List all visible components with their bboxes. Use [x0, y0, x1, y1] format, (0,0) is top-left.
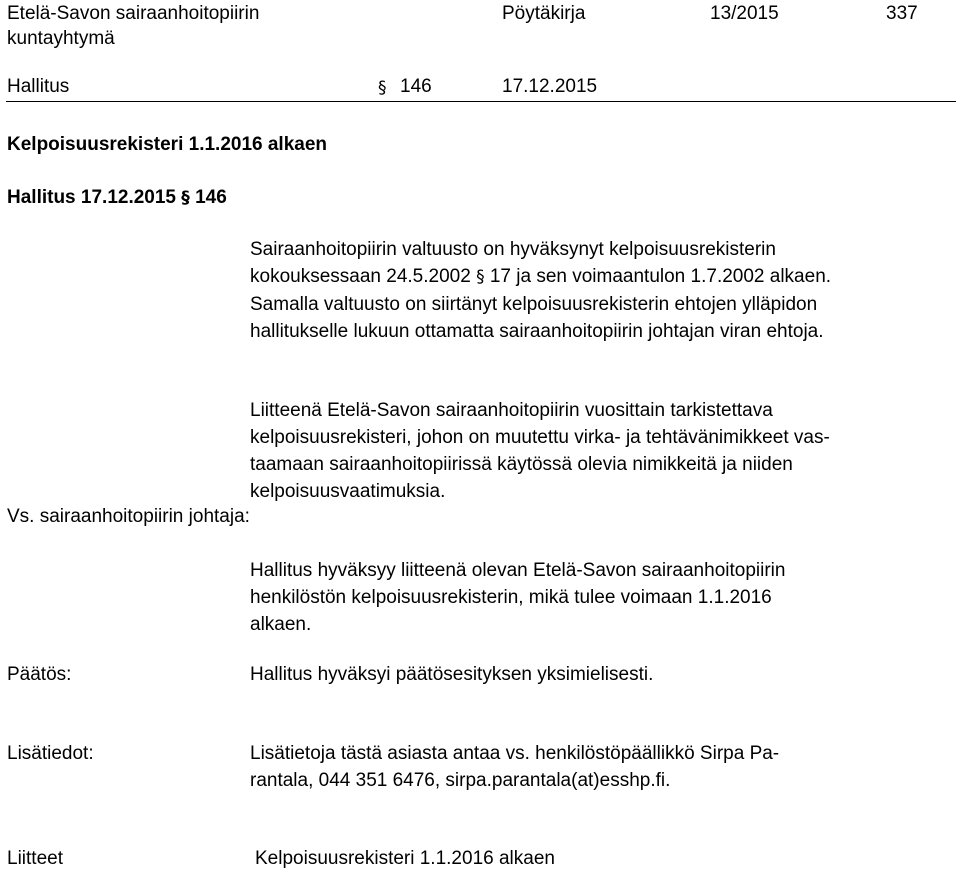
document-number: 13/2015 — [710, 3, 779, 24]
para1-line2-start: kokouksessaan 24.5.2002 — [250, 266, 471, 287]
para1-line3: Samalla valtuusto on siirtänyt kelpoisuusrekisterin ehtojen ylläpidon — [250, 294, 818, 315]
header-divider — [6, 101, 956, 102]
meeting-date: 17.12.2015 — [502, 76, 598, 97]
body-name: Hallitus — [7, 76, 70, 97]
para1-line2-end: 17 ja sen voimaantulon 1.7.2002 alkaen. — [489, 266, 832, 287]
attachments-label: Liitteet — [7, 848, 63, 869]
section-symbol: § — [378, 78, 387, 98]
proposal-line1: Hallitus hyväksyy liitteenä olevan Etelä-Savon sairaanhoitopiirin — [250, 560, 786, 581]
decision-text: Hallitus hyväksyi päätösesityksen yksimielisesti. — [250, 664, 654, 685]
meeting-reference — [7, 184, 227, 212]
attachment-item[interactable]: Kelpoisuusrekisteri 1.1.2016 alkaen — [255, 848, 555, 869]
info-line2: rantala, 044 351 6476, sirpa.parantala(at)esshp.fi. — [250, 770, 671, 791]
paragraph-background — [250, 236, 831, 345]
org-name-line1: Etelä-Savon sairaanhoitopiirin — [7, 3, 260, 24]
meeting-reference-number: 146 — [195, 187, 227, 208]
decision-label: Päätös: — [7, 664, 72, 685]
proposal-label: Vs. sairaanhoitopiirin johtaja: — [7, 506, 250, 527]
paragraph-attachment-description — [250, 397, 830, 505]
page-title: Kelpoisuusrekisteri 1.1.2016 alkaen — [7, 134, 328, 155]
para1-line2-symbol: § — [476, 267, 485, 287]
document-type: Pöytäkirja — [502, 3, 586, 24]
meeting-reference-symbol: § — [181, 188, 190, 208]
para2-line1: Liitteenä Etelä-Savon sairaanhoitopiirin vuosittain tarkistettava — [250, 400, 773, 421]
meeting-reference-prefix: Hallitus 17.12.2015 — [7, 187, 176, 208]
para1-line4: hallitukselle lukuun ottamatta sairaanhoitopiirin johtajan viran ehtoja. — [250, 321, 824, 342]
section-number: 146 — [400, 76, 432, 97]
info-text — [250, 740, 779, 794]
para2-line2: kelpoisuusrekisteri, johon on muutettu virka- ja tehtävänimikkeet vas- — [250, 427, 830, 448]
para2-line4: kelpoisuusvaatimuksia. — [250, 481, 446, 502]
para1-line2 — [250, 263, 831, 291]
proposal-line2: henkilöstön kelpoisuusrekisterin, mikä tulee voimaan 1.1.2016 — [250, 587, 772, 608]
proposal-line3: alkaen. — [250, 614, 312, 635]
proposal-text — [250, 557, 785, 638]
info-line1: Lisätietoja tästä asiasta antaa vs. henkilöstöpäällikkö Sirpa Pa- — [250, 743, 780, 764]
page-number: 337 — [886, 3, 918, 24]
para2-line3: taamaan sairaanhoitopiirissä käytössä olevia nimikkeitä ja niiden — [250, 454, 793, 475]
info-label: Lisätiedot: — [7, 743, 94, 764]
para1-line1: Sairaanhoitopiirin valtuusto on hyväksynyt kelpoisuusrekisterin — [250, 239, 776, 260]
org-name-line2: kuntayhtymä — [7, 28, 115, 49]
